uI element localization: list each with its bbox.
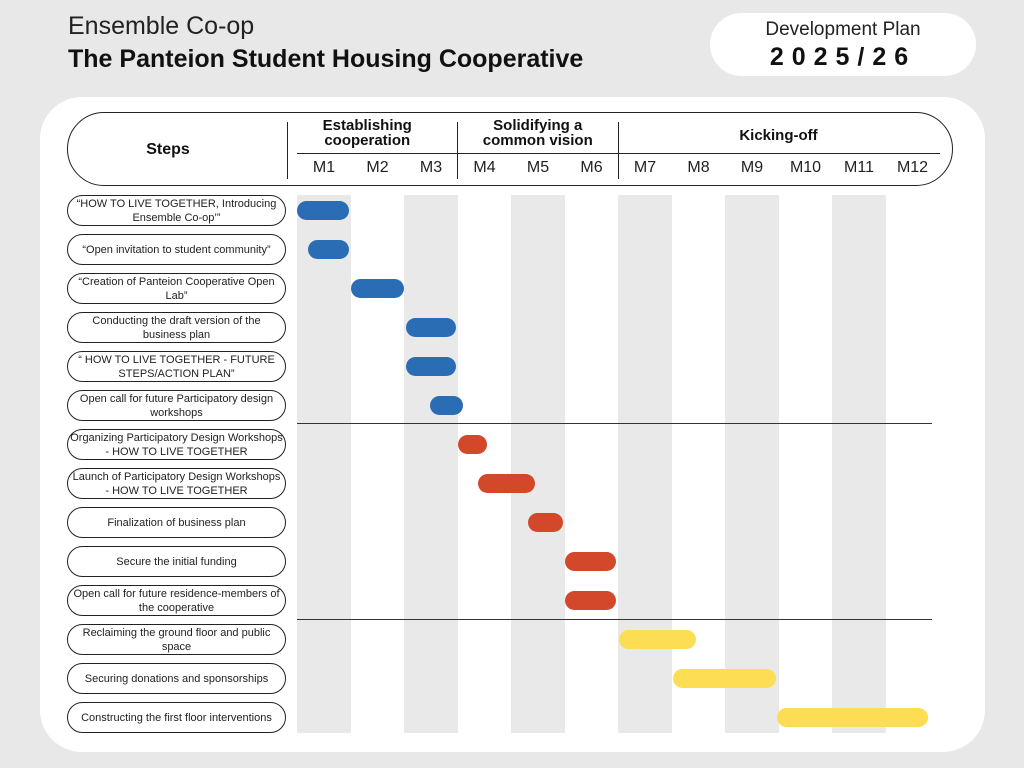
organization-name: Ensemble Co-op (68, 12, 255, 40)
month-label-m3: M3 (419, 159, 443, 176)
task-bar (777, 708, 928, 727)
page-title: The Panteion Student Housing Cooperative (68, 45, 584, 73)
month-label-m7: M7 (633, 159, 657, 176)
task-bar (297, 201, 349, 220)
task-bar (528, 513, 563, 532)
step-label: Finalization of business plan (67, 507, 286, 538)
month-column-m5 (511, 195, 565, 733)
month-column-m1 (297, 195, 351, 733)
month-label-m9: M9 (740, 159, 764, 176)
month-label-m6: M6 (580, 159, 603, 176)
month-label-m4: M4 (473, 159, 496, 176)
task-bar (673, 669, 776, 688)
task-bar (565, 591, 617, 610)
plan-label: Development Plan (765, 19, 921, 40)
month-column-m9 (725, 195, 779, 733)
month-label-m1: M1 (312, 159, 336, 176)
step-label: Securing donations and sponsorships (67, 663, 286, 694)
step-label: Open call for future Participatory design workshops (67, 390, 286, 421)
plan-year: 2025/26 (769, 43, 917, 71)
phase-title-line-1: Solidifying a (493, 117, 583, 134)
task-bar (458, 435, 487, 454)
step-label: Open call for future residence-members of the cooperative (67, 585, 286, 616)
phase-divider-2 (297, 619, 932, 620)
month-column-m3 (404, 195, 458, 733)
task-bar (351, 279, 405, 298)
step-label: Launch of Participatory Design Workshops - HOW TO LIVE TOGETHER (67, 468, 286, 499)
task-bar (565, 552, 617, 571)
steps-header: Steps (146, 141, 190, 158)
phase-divider-1 (297, 423, 932, 424)
month-column-m11 (832, 195, 886, 733)
task-bar (430, 396, 463, 415)
month-column-m7 (618, 195, 672, 733)
phase-title-line-2: cooperation (324, 132, 411, 149)
step-label: “Creation of Panteion Cooperative Open Lab” (67, 273, 286, 304)
step-label: “Open invitation to student community” (67, 234, 286, 265)
phase-title-line-2: common vision (482, 132, 593, 149)
step-label: Constructing the first floor interventions (67, 702, 286, 733)
phase-month-divider (297, 153, 940, 154)
plan-badge (710, 13, 976, 76)
task-bar (308, 240, 349, 259)
month-label-m2: M2 (366, 159, 389, 176)
task-bar (406, 357, 456, 376)
step-label: Secure the initial funding (67, 546, 286, 577)
month-label-m12: M12 (896, 159, 929, 176)
task-bar (619, 630, 696, 649)
step-label: “HOW TO LIVE TOGETHER, Introducing Ensemble Co-op’” (67, 195, 286, 226)
month-label-m10: M10 (789, 159, 822, 176)
step-label: “ HOW TO LIVE TOGETHER - FUTURE STEPS/ACTION PLAN” (67, 351, 286, 382)
step-label: Conducting the draft version of the business plan (67, 312, 286, 343)
task-bar (478, 474, 535, 493)
step-label: Organizing Participatory Design Workshops - HOW TO LIVE TOGETHER (67, 429, 286, 460)
month-label-m5: M5 (526, 159, 550, 176)
month-label-m8: M8 (687, 159, 710, 176)
phase-header-1 (287, 118, 448, 148)
phase-title-line-1: Kicking-off (739, 127, 818, 144)
step-label: Reclaiming the ground floor and public space (67, 624, 286, 655)
task-bar (406, 318, 456, 337)
phase-header-3 (618, 128, 939, 143)
phase-title-line-1: Establishing (322, 117, 412, 134)
month-label-m11: M11 (844, 159, 874, 176)
phase-header-2 (458, 118, 619, 148)
